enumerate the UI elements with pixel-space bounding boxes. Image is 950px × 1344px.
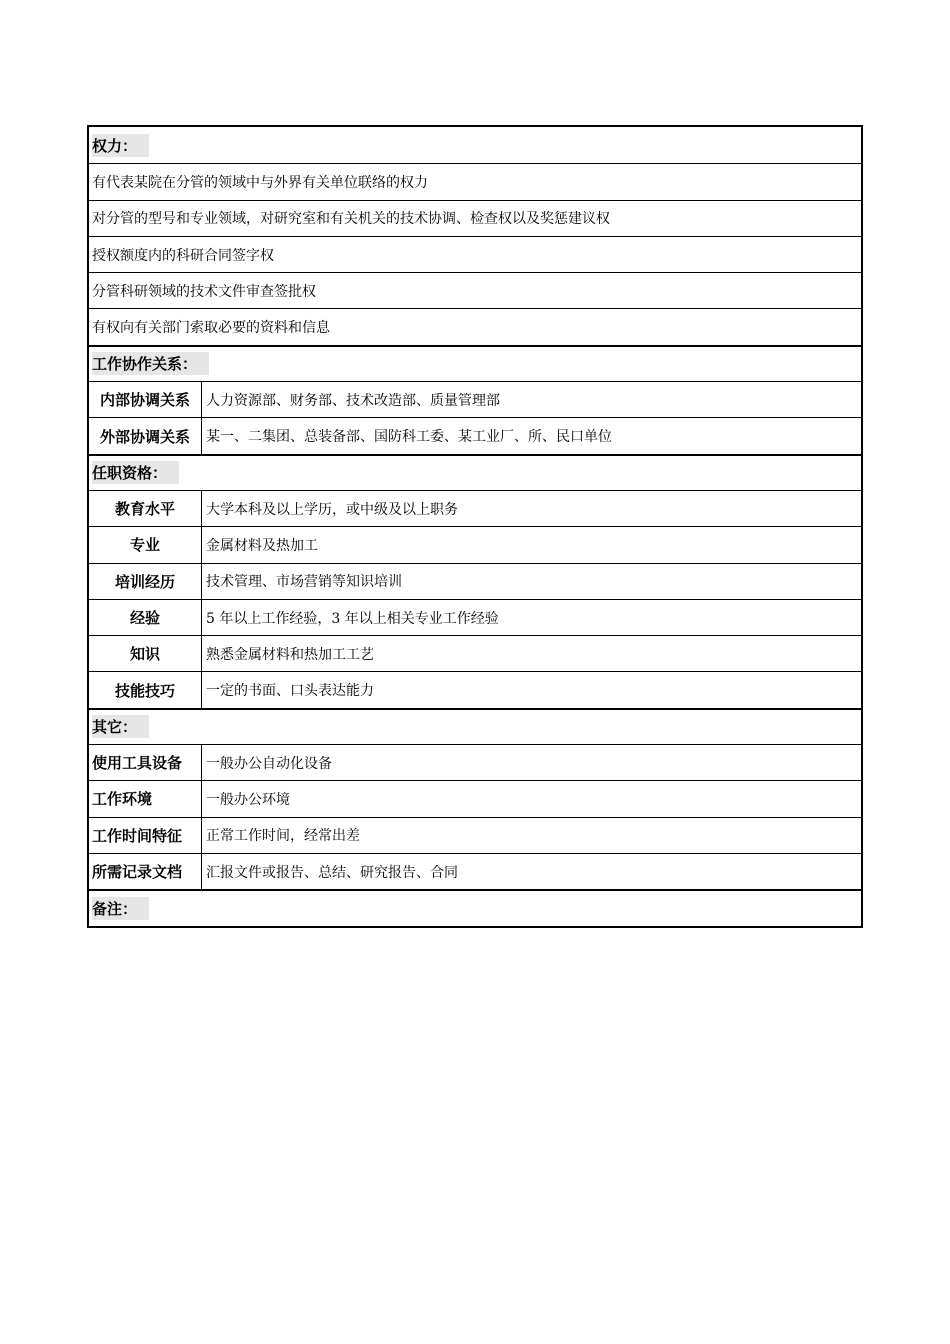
qualification-label: 专业 xyxy=(89,527,202,562)
other-value: 一般办公环境 xyxy=(206,791,290,808)
power-item: 授权额度内的科研合同签字权 xyxy=(92,247,274,264)
qualification-label: 培训经历 xyxy=(89,564,202,599)
other-label: 工作时间特征 xyxy=(89,818,202,853)
qualification-value: 一定的书面、口头表达能力 xyxy=(206,683,374,700)
remarks-section-title: 备注： xyxy=(89,891,165,925)
remarks-header-row xyxy=(89,889,861,925)
power-item: 对分管的型号和专业领域，对研究室和有关机关的技术协调、检查权以及奖惩建议权 xyxy=(92,211,610,228)
other-label: 所需记录文档 xyxy=(89,854,202,889)
power-row xyxy=(89,163,861,199)
qualification-row xyxy=(89,526,861,562)
other-header-row xyxy=(89,708,861,744)
job-description-table xyxy=(87,125,863,928)
relation-value: 某一、二集团、总装备部、国防科工委、某工业厂、所、民口单位 xyxy=(206,429,612,446)
relations-header-row xyxy=(89,345,861,381)
other-row xyxy=(89,817,861,853)
other-value: 一般办公自动化设备 xyxy=(206,755,332,772)
power-row xyxy=(89,236,861,272)
qualification-label: 知识 xyxy=(89,636,202,671)
other-row xyxy=(89,780,861,816)
qualification-value: 熟悉金属材料和热加工工艺 xyxy=(206,646,374,663)
power-item: 有权向有关部门索取必要的资料和信息 xyxy=(92,320,330,337)
qualification-row xyxy=(89,599,861,635)
powers-header-row xyxy=(89,127,861,163)
qualifications-section-title: 任职资格： xyxy=(89,456,195,490)
relation-value: 人力资源部、财务部、技术改造部、质量管理部 xyxy=(206,392,500,409)
other-value: 正常工作时间，经常出差 xyxy=(206,828,360,845)
qualification-label: 技能技巧 xyxy=(89,672,202,707)
power-row xyxy=(89,272,861,308)
relation-row xyxy=(89,381,861,417)
power-item: 分管科研领域的技术文件审查签批权 xyxy=(92,283,316,300)
qualification-row xyxy=(89,490,861,526)
qualification-row xyxy=(89,671,861,707)
other-row xyxy=(89,853,861,889)
relation-label: 内部协调关系 xyxy=(89,382,202,417)
other-section-title: 其它： xyxy=(89,710,165,744)
qualification-label: 经验 xyxy=(89,600,202,635)
other-label: 使用工具设备 xyxy=(89,745,202,780)
qualification-row xyxy=(89,635,861,671)
other-value: 汇报文件或报告、总结、研究报告、合同 xyxy=(206,864,458,881)
qualification-value: 5 年以上工作经验，3 年以上相关专业工作经验 xyxy=(206,610,499,627)
relations-section-title: 工作协作关系： xyxy=(89,347,225,381)
power-item: 有代表某院在分管的领域中与外界有关单位联络的权力 xyxy=(92,174,428,191)
other-row xyxy=(89,744,861,780)
other-label: 工作环境 xyxy=(89,781,202,816)
power-row xyxy=(89,200,861,236)
relation-label: 外部协调关系 xyxy=(89,418,202,453)
power-row xyxy=(89,308,861,344)
qualifications-header-row xyxy=(89,454,861,490)
qualification-value: 技术管理、市场营销等知识培训 xyxy=(206,574,402,591)
qualification-row xyxy=(89,563,861,599)
qualification-value: 大学本科及以上学历，或中级及以上职务 xyxy=(206,501,458,518)
qualification-label: 教育水平 xyxy=(89,491,202,526)
relation-row xyxy=(89,417,861,453)
powers-section-title: 权力： xyxy=(89,127,165,163)
qualification-value: 金属材料及热加工 xyxy=(206,537,318,554)
